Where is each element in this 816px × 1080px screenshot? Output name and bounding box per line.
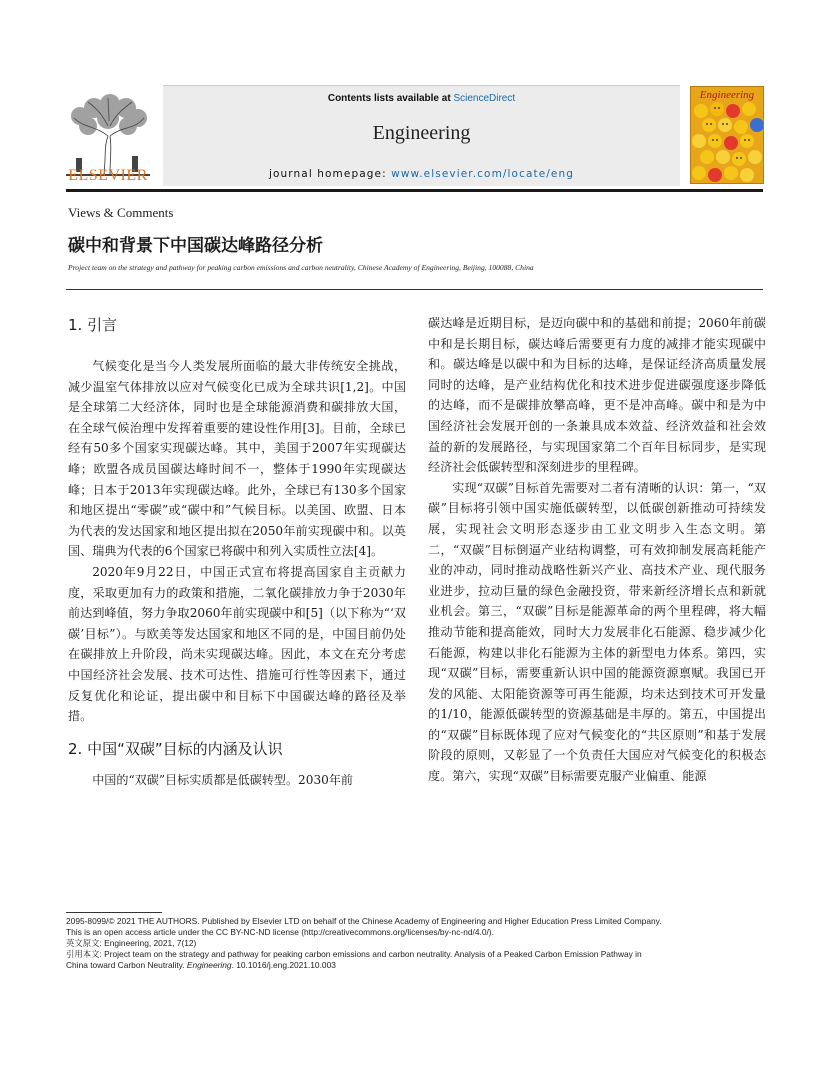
cover-title: Engineering bbox=[699, 89, 755, 101]
body-column-right bbox=[428, 313, 766, 787]
contents-line bbox=[163, 93, 680, 104]
paragraph: 实现“双碳”目标首先需要对二者有清晰的认识：第一，“双碳”目标将引领中国实施低碳转型，以低碳创新推动可持续发展，实现社会文明形态逐步由工业文明步入生态文明。第二，“双碳”目标倒逼产业结构调整，可有效抑制发展高耗能产业的冲动，同时推动战略性新兴产业、高技术产业、现代服务业进步，拉动巨量的绿色金融投资，带来新经济增长点和新就业机会。第三，“双碳”目标是能源革命的两个里程碑，将大幅推动节能和提高能效，同时大力发展非化石能源、稳步减少化石能源，构建以非化石能源为主体的新型电力体系。第四，实现“双碳”目标，需要重新认识中国的能源资源禀赋。我国已开发的风能、太阳能资源等可再生能源，均未达到技术可开发量的1/10，能源低碳转型的资源基础是丰厚的。第五，中国提出的“双碳”目标既体现了应对气候变化的“共区原则”和基于发展阶段的原则，又彰显了一个负责任大国应对气候变化的积极态度。第六，实现“双碳”目标需要克服产业偏重、能源 bbox=[428, 480, 766, 784]
author-affiliation: Project team on the strategy and pathway for peaking carbon emissions and carbon neutrality, Chinese Academy of Engineering, Beijing, 100088, China bbox=[68, 263, 534, 272]
header-divider bbox=[66, 189, 763, 192]
homepage-prefix: journal homepage: bbox=[269, 168, 392, 180]
sciencedirect-link[interactable]: ScienceDirect bbox=[453, 93, 516, 104]
section-heading-introduction: 1. 引言 bbox=[68, 316, 118, 334]
paragraph: 碳达峰是近期目标，是迈向碳中和的基础和前提；2060年前碳中和是长期目标，碳达峰后需要更有力度的减排才能实现碳中和。碳达峰是以碳中和为目标的达峰，是保证经济高质量发展同时的达峰，是产业结构优化和技术进步促进碳强度逐步降低的达峰，而不是碳排放攀高峰，更不是冲高峰。碳中和是为中国经济社会发展开创的一条兼具成本效益、经济效益和社会效益的新的发展路径，与实现国家第二个百年目标同步，是实现经济社会低碳转型和深刻进步的里程碑。 bbox=[428, 316, 766, 475]
journal-homepage bbox=[163, 168, 680, 180]
paragraph: 气候变化是当今人类发展所面临的最大非传统安全挑战，减少温室气体排放以应对气候变化已成为全球共识[1,2]。中国是全球第二大经济体，同时也是全球能源消费和碳排放大国，在全球气候治理中发挥着重要的建设性作用[3]。目前，全球已经有50多个国家实现碳达峰。其中，美国于2007年实现碳达峰；欧盟各成员国碳达峰时间不一，整体于1990年实现碳达峰；日本于2013年实现碳达峰。此外，全球已有130多个国家和地区提出“零碳”或“碳中和”气候目标。以美国、欧盟、日本为代表的发达国家和地区提出拟在2050年前实现碳中和。以英国、瑞典为代表的6个国家已将碳中和列入实质性立法[4]。 bbox=[68, 359, 406, 559]
body-column-left bbox=[68, 312, 406, 790]
cover-emoji-pattern-icon bbox=[691, 87, 763, 183]
contents-prefix: Contents lists available at bbox=[327, 93, 454, 104]
citation-journal: Engineering bbox=[186, 960, 232, 970]
footnote-divider bbox=[66, 912, 162, 913]
section-label: Views & Comments bbox=[68, 205, 174, 220]
citation-authors-end: China toward Carbon Neutrality. bbox=[66, 960, 187, 970]
original-source-line: 英文原文: Engineering, 2021, 7(12) bbox=[66, 938, 197, 948]
citation-line: 引用本文: Project team on the strategy and pathway for peaking carbon emissions and carbon neutrality. Analysis of a Peaked Carbon Emission Pathway in bbox=[66, 949, 642, 959]
section-heading-dual-carbon: 2. 中国“双碳”目标的内涵及认识 bbox=[68, 739, 283, 758]
journal-cover-image bbox=[690, 86, 764, 184]
journal-header bbox=[163, 85, 680, 186]
citation-line-2 bbox=[66, 960, 766, 971]
article-title: 碳中和背景下中国碳达峰路径分析 bbox=[68, 236, 323, 256]
elsevier-wordmark: ELSEVIER bbox=[68, 167, 148, 184]
footnote bbox=[66, 916, 766, 971]
paragraph: 2020年9月22日，中国正式宣布将提高国家自主贡献力度，采取更加有力的政策和措施，二氧化碳排放力争于2030年前达到峰值，努力争取2060年前实现碳中和[5]（以下称为“‘双碳’目标”）。与欧美等发达国家和地区不同的是，中国目前仍处在碳排放上升阶段，尚未实现碳达峰。因此，本文在充分考虑中国经济社会发展、技术可达性、措施可行性等因素下，通过反复优化和论证，提出碳中和目标下中国碳达峰的路径及举措。 bbox=[68, 564, 406, 724]
license-line[interactable]: This is an open access article under the CC BY-NC-ND license (http://creativecommons.org/licenses/by-nc-nd/4.0/). bbox=[66, 927, 494, 937]
homepage-link[interactable]: www.elsevier.com/locate/eng bbox=[391, 168, 574, 180]
title-divider bbox=[66, 289, 763, 290]
copyright-line: 2095-8099/© 2021 THE AUTHORS. Published by Elsevier LTD on behalf of the Chinese Academy of Engineering and Higher Education Press Limited Company. bbox=[66, 916, 662, 926]
journal-name: Engineering bbox=[372, 122, 471, 144]
citation-doi[interactable]: . 10.1016/j.eng.2021.10.003 bbox=[231, 960, 336, 970]
paragraph: 中国的“双碳”目标实质都是低碳转型。2030年前 bbox=[92, 772, 354, 787]
